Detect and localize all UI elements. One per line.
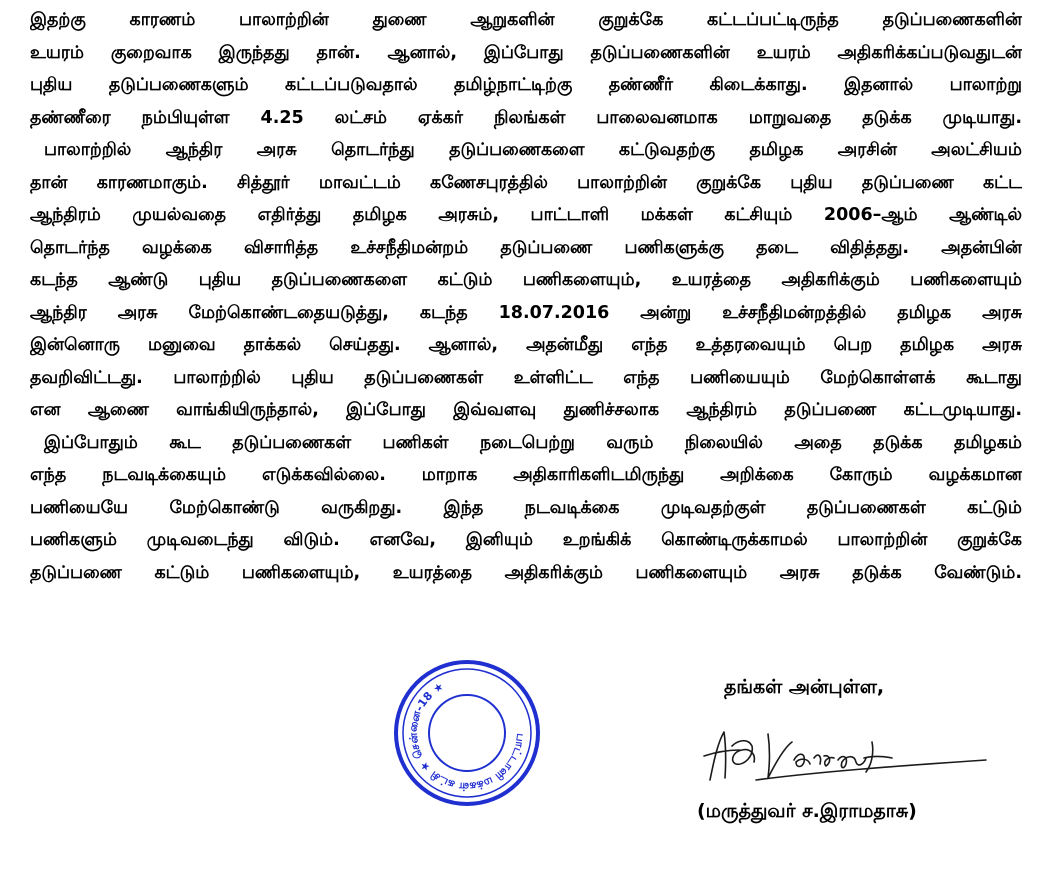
text-line: என ஆணை வாங்கியிருந்தால், இப்போது இவ்வளவு துணிச்சலாக ஆந்திரம் தடுப்பணை கட்டமுடியாது. — [30, 400, 1022, 420]
text-line: எந்த நடவடிக்கையும் எடுக்கவில்லை. மாறாக அதிகாரிகளிடமிருந்து அறிக்கை கோரும் வழக்கமான — [30, 465, 1022, 485]
text-line: பாலாற்றில் ஆந்திர அரசு தொடர்ந்து தடுப்பணைகளை கட்டுவதற்கு தமிழக அரசின் அலட்சியம் — [44, 140, 1022, 160]
text-line: உயரம் குறைவாக இருந்தது தான். ஆனால், இப்போது தடுப்பணைகளின் உயரம் அதிகரிக்கப்படுவதுடன் — [30, 42, 1022, 63]
text-line: இப்போதும் கூட தடுப்பணைகள் பணிகள் நடைபெற்று வரும் நிலையில் அதை தடுக்க தமிழகம் — [44, 432, 1022, 453]
party-seal-stamp — [392, 658, 542, 808]
paragraph-1 — [30, 4, 1022, 134]
letter-body — [30, 4, 1022, 589]
paragraph-3 — [30, 427, 1022, 590]
closing-salutation: தங்கள் அன்புள்ள, — [724, 676, 885, 698]
text-line: ஆந்திரம் முயல்வதை எதிர்த்து தமிழக அரசும், பாட்டாளி மக்கள் கட்சியும் 2006–ஆம் ஆண்டில் — [30, 205, 1022, 225]
text-line: தடுப்பணை கட்டும் பணிகளையும், உயரத்தை அதிகரிக்கும் பணிகளையும் அரசு தடுக்க வேண்டும். — [30, 562, 1022, 583]
text-line: தொடர்ந்த வழக்கை விசாரித்த உச்சநீதிமன்றம் தடுப்பணை பணிகளுக்கு தடை விதித்தது. அதன்பின் — [30, 237, 1022, 258]
seal-text: பாட்டாளி மக்கள் கட்சி ★ சென்னை-18 ★ — [406, 679, 528, 794]
text-line: ஆந்திர அரசு மேற்கொண்டதையடுத்து, கடந்த 18.07.2016 அன்று உச்சநீதிமன்றத்தில் தமிழக அரசு — [30, 302, 1022, 323]
seal-mid-ring — [403, 669, 531, 797]
text-line: கடந்த ஆண்டு புதிய தடுப்பணைகளை கட்டும் பணிகளையும், உயரத்தை அதிகரிக்கும் பணிகளையும் — [30, 270, 1022, 290]
seal-inner-ring — [429, 695, 505, 771]
text-line: பணியையே மேற்கொண்டு வருகிறது. இந்த நடவடிக்கை முடிவதற்குள் தடுப்பணைகள் கட்டும் — [30, 497, 1022, 518]
handwritten-signature — [696, 712, 996, 792]
text-line: புதிய தடுப்பணைகளும் கட்டப்படுவதால் தமிழ்நாட்டிற்கு தண்ணீர் கிடைக்காது. இதனால் பாலாற்று — [30, 75, 1022, 95]
text-line: இன்னொரு மனுவை தாக்கல் செய்தது. ஆனால், அதன்மீது எந்த உத்தரவையும் பெற தமிழக அரசு — [30, 335, 1022, 355]
text-line: இதற்கு காரணம் பாலாற்றின் துணை ஆறுகளின் குறுக்கே கட்டப்பட்டிருந்த தடுப்பணைகளின் — [30, 10, 1022, 30]
text-line: தான் காரணமாகும். சித்தூர் மாவட்டம் கணேசபுரத்தில் பாலாற்றின் குறுக்கே புதிய தடுப்பணை கட்ட — [30, 172, 1022, 193]
text-line: தவறிவிட்டது. பாலாற்றில் புதிய தடுப்பணைகள் உள்ளிட்ட எந்த பணியையும் மேற்கொள்ளக் கூடாது — [30, 367, 1022, 388]
text-line: பணிகளும் முடிவடைந்து விடும். எனவே, இனியும் உறங்கிக் கொண்டிருக்காமல் பாலாற்றின் குறுக்கே — [30, 530, 1022, 550]
text-line: தண்ணீரை நம்பியுள்ள 4.25 லட்சம் ஏக்கர் நிலங்கள் பாலைவனமாக மாறுவதை தடுக்க முடியாது. — [30, 107, 1022, 128]
paragraph-2 — [30, 134, 1022, 427]
signer-name: (மருத்துவர் ச.இராமதாசு) — [697, 800, 917, 822]
